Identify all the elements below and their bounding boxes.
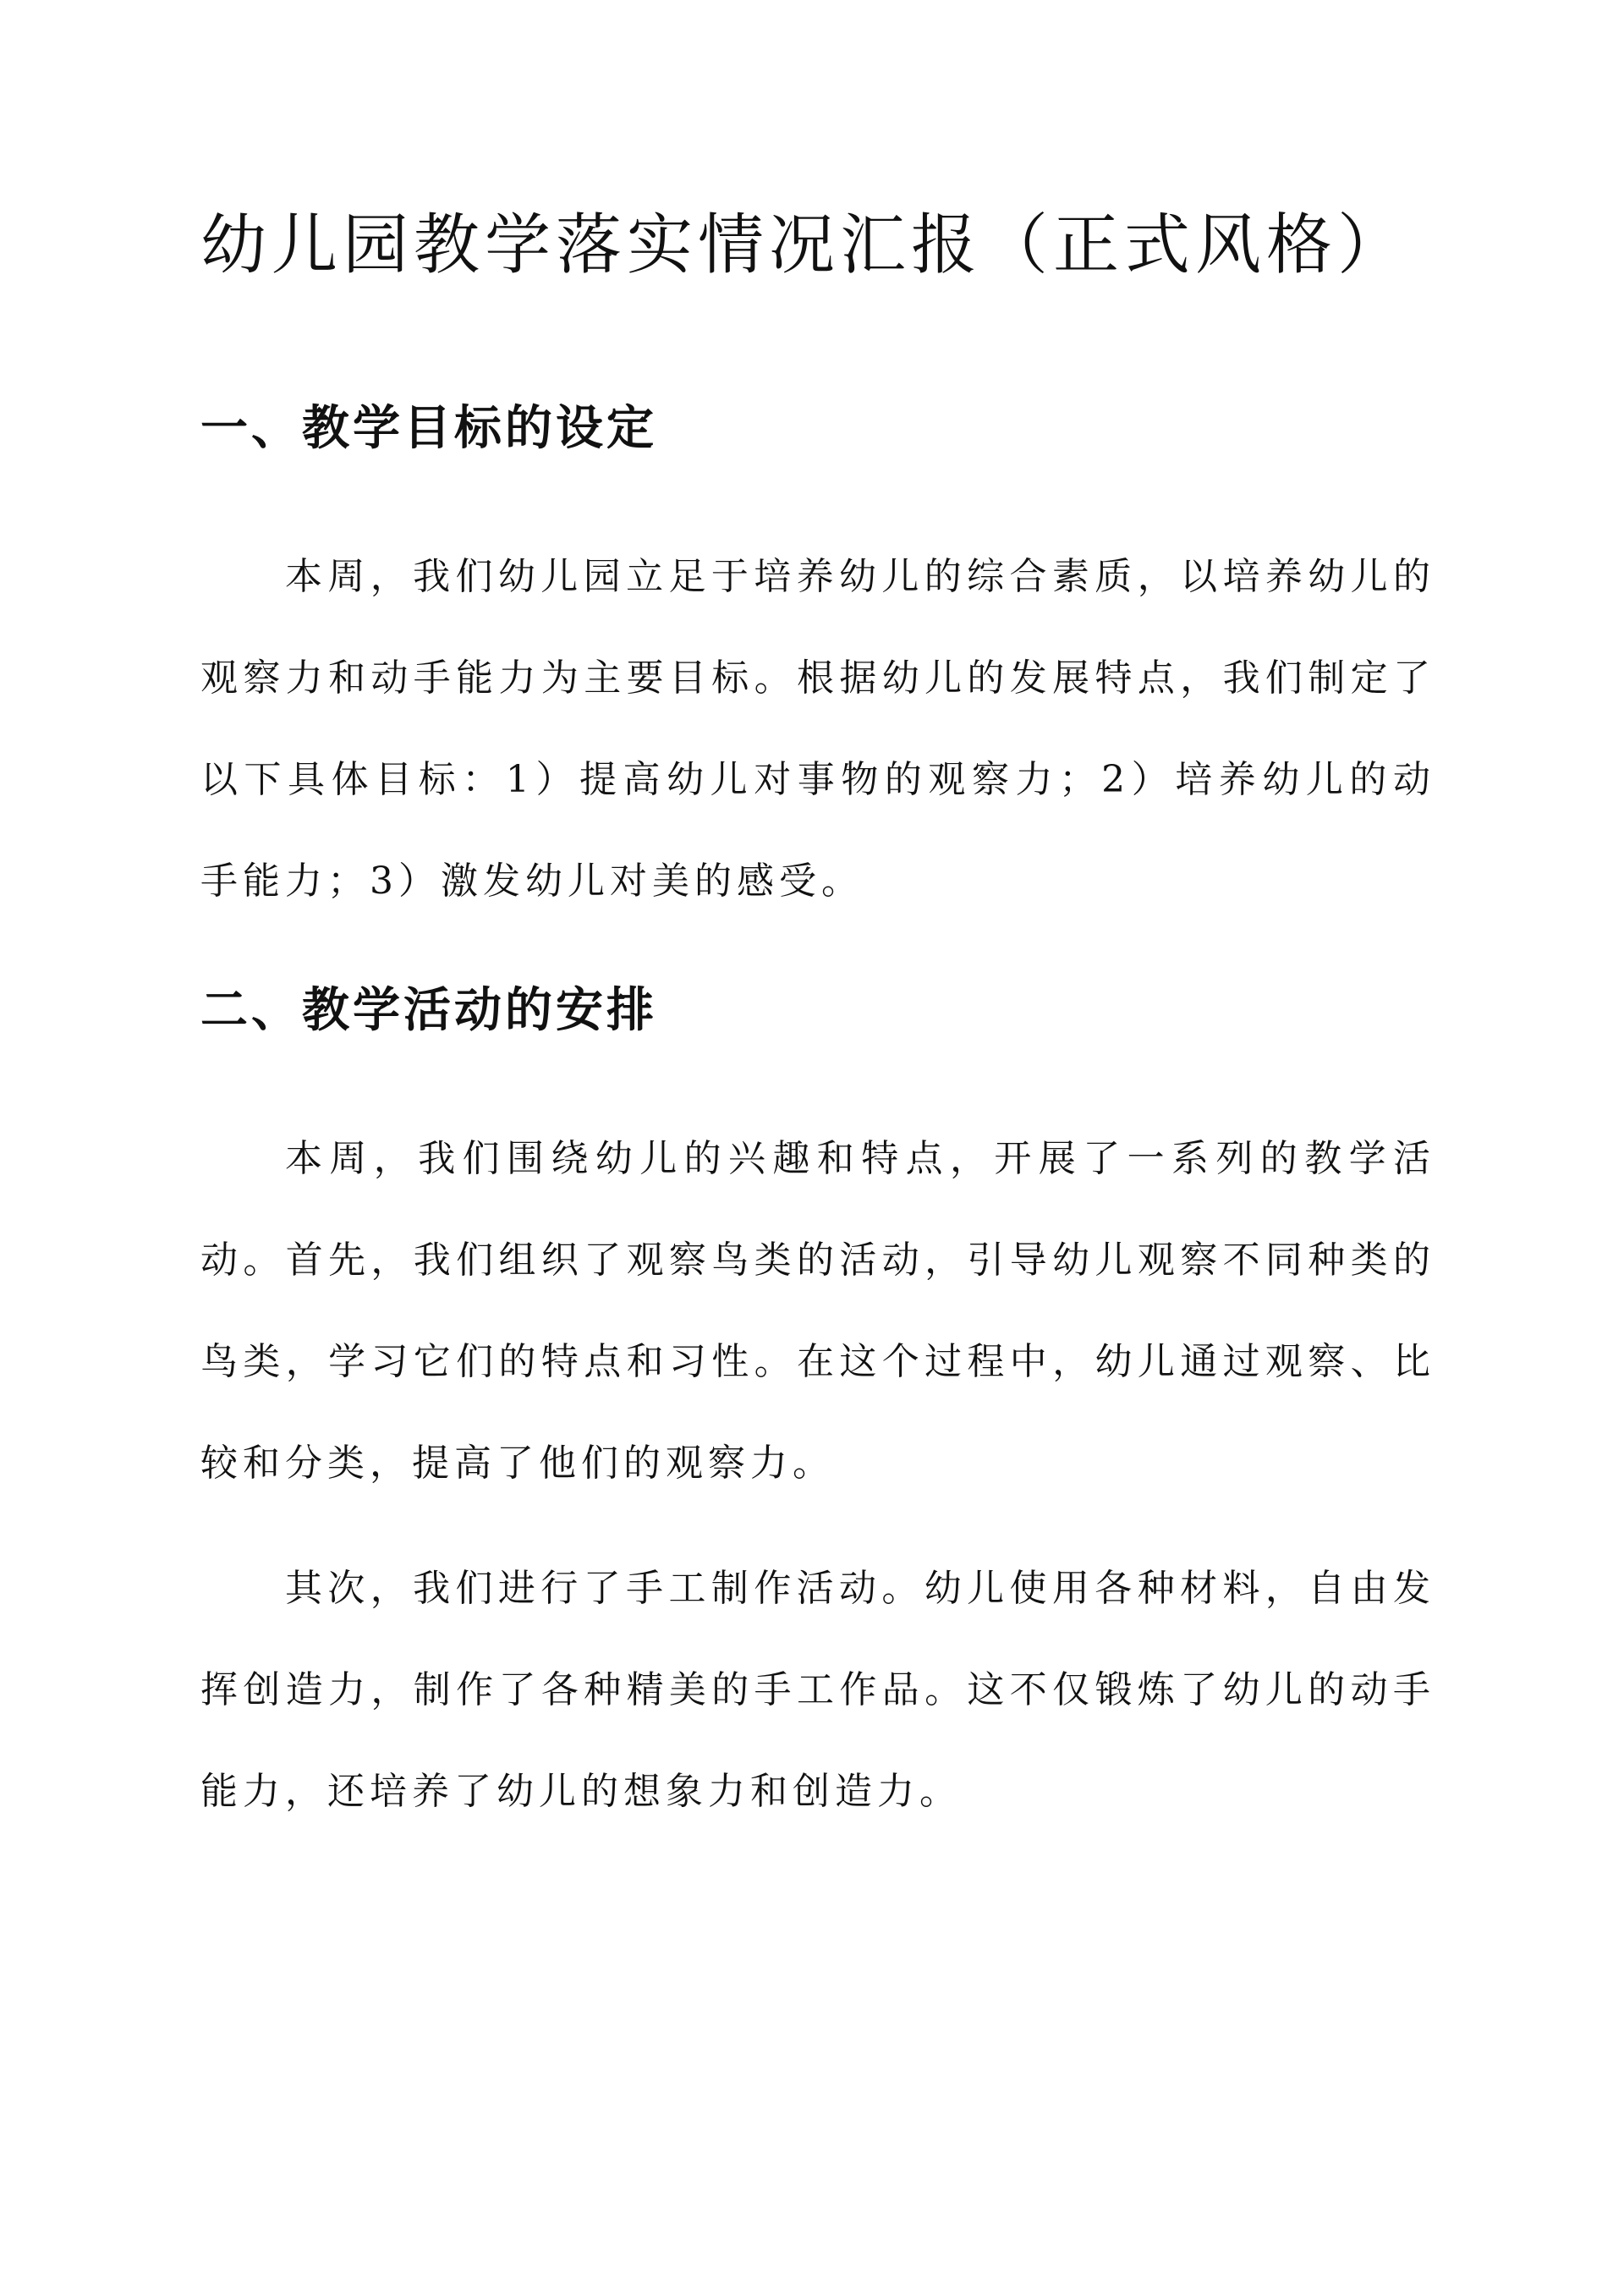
section-goals-paragraph: 本周，我们幼儿园立足于培养幼儿的综合素质，以培养幼儿的观察力和动手能力为主要目标。根据幼儿的发展特点，我们制定了以下具体目标：1）提高幼儿对事物的观察力；2）培养幼儿的动手能力；3）激发幼儿对美的感受。 (200, 555, 1435, 903)
document-title: 幼儿园教学落实情况汇报（正式风格） (200, 207, 1409, 283)
section-heading-goals: 一、教学目标的设定 (200, 401, 657, 456)
section-activities-paragraph-1: 本周，我们围绕幼儿的兴趣和特点，开展了一系列的教学活动。首先，我们组织了观察鸟类的活动，引导幼儿观察不同种类的鸟类，学习它们的特点和习性。在这个过程中，幼儿通过观察、比较和分类，提高了他们的观察力。 (200, 1137, 1435, 1485)
section-heading-activities: 二、教学活动的安排 (200, 983, 657, 1038)
section-activities-paragraph-2: 其次，我们进行了手工制作活动。幼儿使用各种材料，自由发挥创造力，制作了各种精美的手工作品。这不仅锻炼了幼儿的动手能力，还培养了幼儿的想象力和创造力。 (200, 1567, 1435, 1813)
